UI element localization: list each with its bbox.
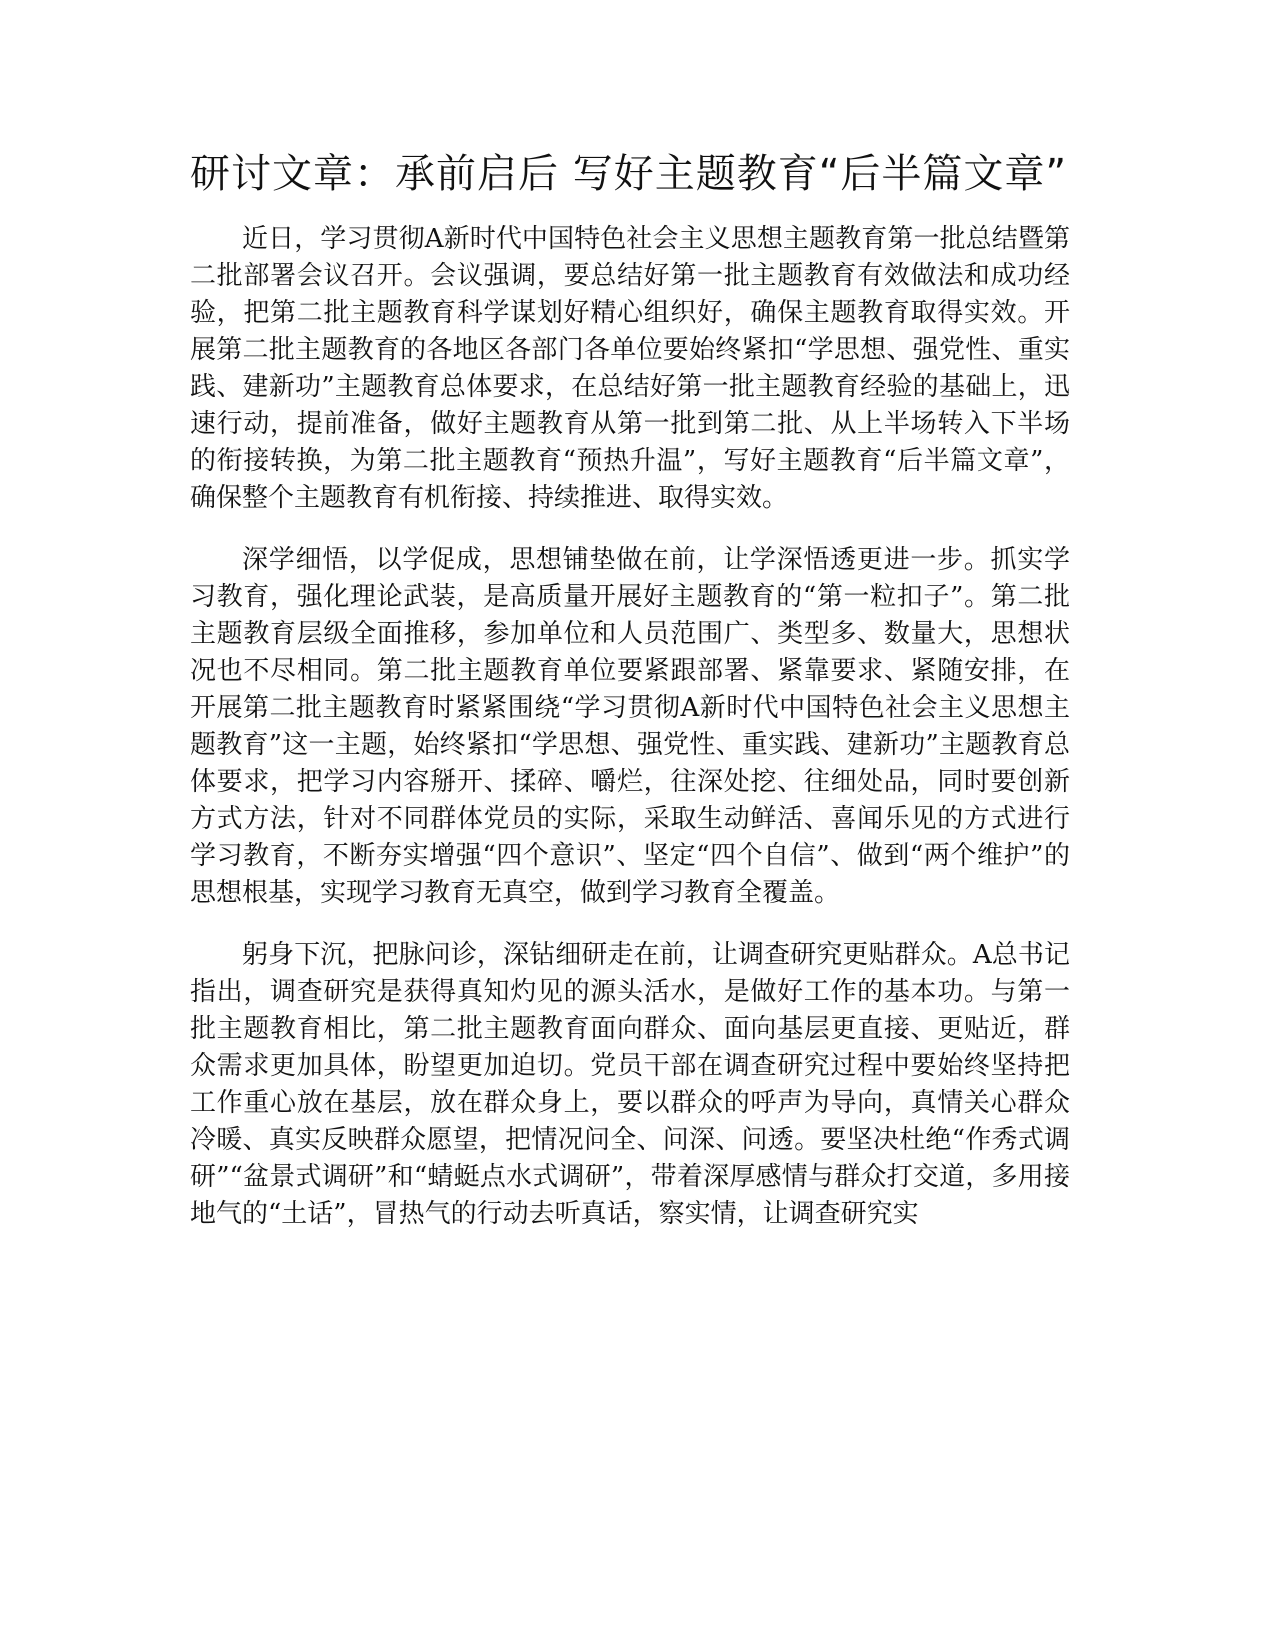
- body-paragraph-2: 深学细悟，以学促成，思想铺垫做在前，让学深悟透更进一步。抓实学习教育，强化理论武装，是高质量开展好主题教育的“第一粒扣子”。第二批主题教育层级全面推移，参加单位和人员范围广、类型多、数量大，思想状况也不尽相同。第二批主题教育单位要紧跟部署、紧靠要求、紧随安排，在开展第二批主题教育时紧紧围绕“学习贯彻A新时代中国特色社会主义思想主题教育”这一主题，始终紧扣“学思想、强党性、重实践、建新功”主题教育总体要求，把学习内容掰开、揉碎、嚼烂，往深处挖、往细处品，同时要创新方式方法，针对不同群体党员的实际，采取生动鲜活、喜闻乐见的方式进行学习教育，不断夯实增强“四个意识”、坚定“四个自信”、做到“两个维护”的思想根基，实现学习教育无真空，做到学习教育全覆盖。: [190, 545, 1070, 908]
- body-paragraph-1: 近日，学习贯彻A新时代中国特色社会主义思想主题教育第一批总结暨第二批部署会议召开。会议强调，要总结好第一批主题教育有效做法和成功经验，把第二批主题教育科学谋划好精心组织好，确保主题教育取得实效。开展第二批主题教育的各地区各部门各单位要始终紧扣“学思想、强党性、重实践、建新功”主题教育总体要求，在总结好第一批主题教育经验的基础上，迅速行动，提前准备，做好主题教育从第一批到第二批、从上半场转入下半场的衔接转换，为第二批主题教育“预热升温”，写好主题教育“后半篇文章”，确保整个主题教育有机衔接、持续推进、取得实效。: [190, 224, 1070, 513]
- body-paragraph-3: 躬身下沉，把脉问诊，深钻细研走在前，让调查研究更贴群众。A总书记指出，调查研究是获得真知灼见的源头活水，是做好工作的基本功。与第一批主题教育相比，第二批主题教育面向群众、面向基层更直接、更贴近，群众需求更加具体，盼望更加迫切。党员干部在调查研究过程中要始终坚持把工作重心放在基层，放在群众身上，要以群众的呼声为导向，真情关心群众冷暖、真实反映群众愿望，把情况问全、问深、问透。要坚决杜绝“作秀式调研”“盆景式调研”和“蜻蜓点水式调研”，带着深厚感情与群众打交道，多用接地气的“土话”，冒热气的行动去听真话，察实情，让调查研究实: [190, 940, 1070, 1229]
- document-page: [190, 145, 1070, 1258]
- document-title: 研讨文章：承前启后 写好主题教育“后半篇文章”: [190, 151, 1068, 197]
